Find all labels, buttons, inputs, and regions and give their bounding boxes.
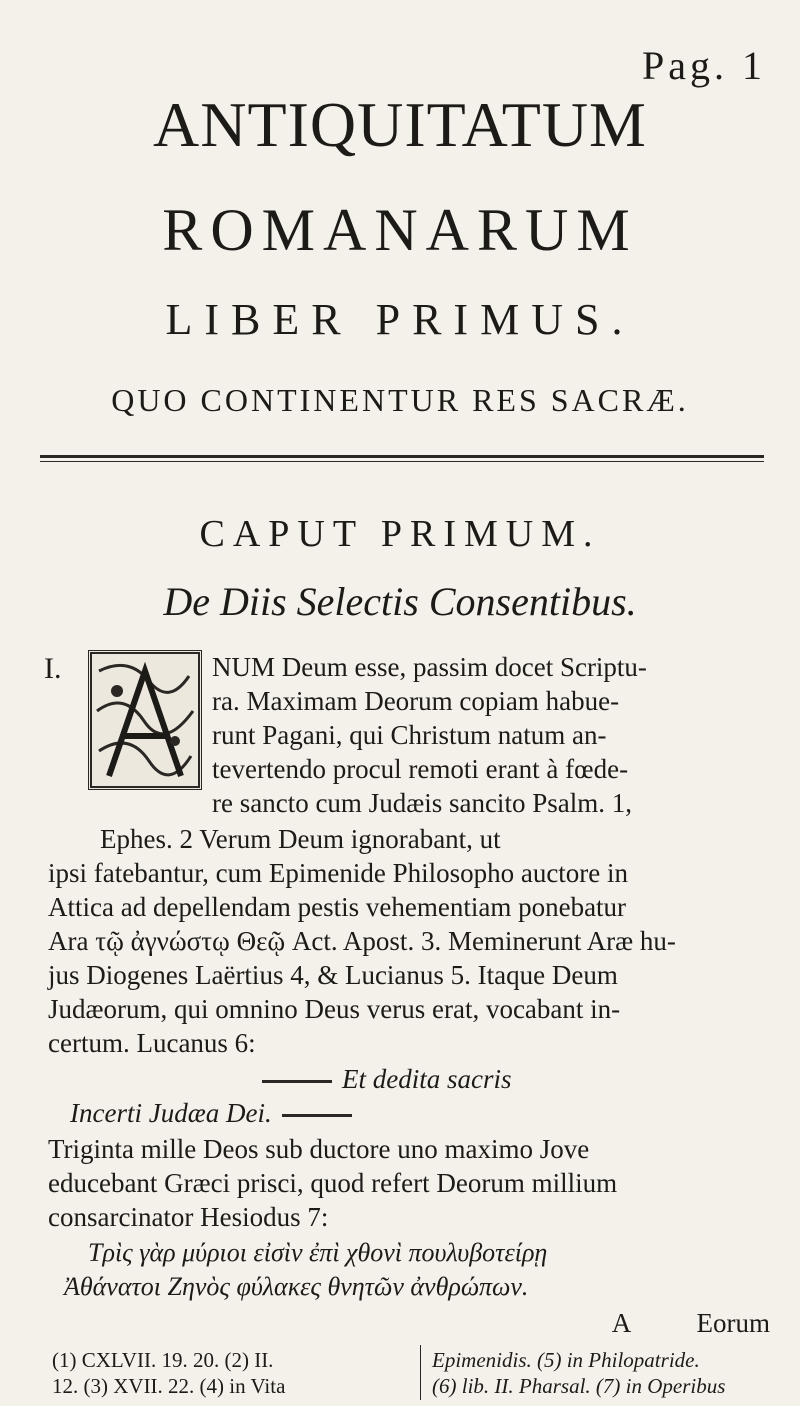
footnote-left: (1) CXLVII. 19. 20. (2) II.: [52, 1348, 274, 1372]
quote-dash: [282, 1114, 352, 1117]
catchword: A Eorum: [611, 1308, 770, 1338]
text-line: NUM Deum esse, passim docet Scriptu-: [212, 652, 647, 682]
title-romanarum: ROMANARUM: [162, 197, 638, 263]
title-antiquitatum: ANTIQUITATUM: [153, 89, 647, 160]
quote-text: Et dedita sacris: [342, 1064, 512, 1094]
text-line: Judæorum, qui omnino Deus verus erat, vocabant in-: [48, 994, 621, 1024]
quotation-line: [70, 1096, 790, 1130]
greek-verse: Τρὶς γὰρ μύριοι εἰσὶν ἐπὶ χθονὶ πουλυβοτείρῃ: [88, 1238, 548, 1267]
quote-text: Incerti Judæa Dei.: [70, 1098, 272, 1128]
title-liber-primus: LIBER PRIMUS.: [165, 295, 635, 344]
text-line: Ephes. 2 Verum Deum ignorabant, ut: [100, 824, 501, 854]
greek-verse: Ἀθάνατοι Ζηνὸς φύλακες θνητῶν ἀνθρώπων.: [64, 1272, 529, 1301]
text-line: Triginta mille Deos sub ductore uno maximo Jove: [48, 1134, 590, 1164]
quote-dash: [262, 1080, 332, 1083]
chapter-subtitle: De Diis Selectis Consentibus.: [163, 579, 637, 624]
divider-rule: [40, 455, 764, 458]
text-line: ipsi fatebantur, cum Epimenide Philosopho auctore in: [48, 858, 629, 888]
footnote-divider: [420, 1345, 421, 1400]
text-line: certum. Lucanus 6:: [48, 1028, 256, 1058]
divider-rule-thin: [40, 461, 764, 462]
title-contents: QUO CONTINENTUR RES SACRÆ.: [111, 382, 689, 418]
footnote-right: (6) lib. II. Pharsal. (7) in Operibus: [432, 1374, 726, 1398]
quotation-line: [252, 1062, 772, 1096]
chapter-heading: CAPUT PRIMUM.: [199, 513, 601, 555]
text-line: Ara τῷ ἀγνώστῳ Θεῷ Act. Apost. 3. Meminerunt Aræ hu-: [48, 926, 676, 956]
page-number: Pag. 1: [642, 43, 766, 88]
text-line: runt Pagani, qui Christum natum an-: [212, 720, 607, 750]
section-number: I.: [44, 652, 62, 685]
footnote-right: Epimenidis. (5) in Philopatride.: [432, 1348, 700, 1372]
decorated-initial-icon: [88, 650, 202, 790]
footnote-left: 12. (3) XVII. 22. (4) in Vita: [52, 1374, 286, 1398]
text-line: educebant Græci prisci, quod refert Deorum millium: [48, 1168, 618, 1198]
text-line: Attica ad depellendam pestis vehementiam ponebatur: [48, 892, 627, 922]
text-line: jus Diogenes Laërtius 4, & Lucianus 5. Itaque Deum: [48, 960, 618, 990]
text-line: tevertendo procul remoti erant à fœde-: [212, 754, 629, 784]
text-line: re sancto cum Judæis sancito Psalm. 1,: [212, 788, 632, 818]
text-line: consarcinator Hesiodus 7:: [48, 1202, 329, 1232]
text-line: ra. Maximam Deorum copiam habue-: [212, 686, 620, 716]
